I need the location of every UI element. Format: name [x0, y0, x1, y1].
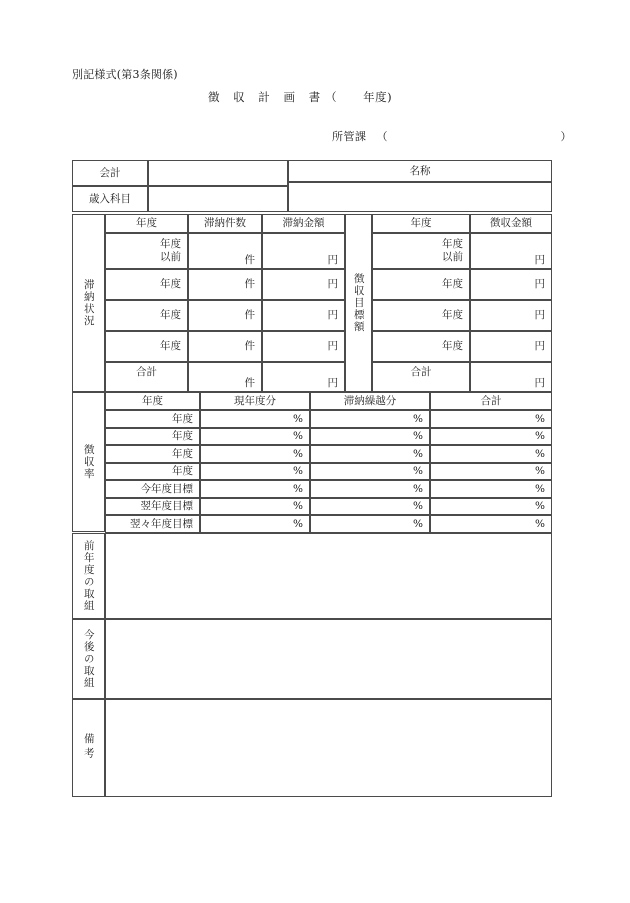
- revenue-item-label: 歳入科目: [89, 192, 131, 205]
- future-efforts-label-cell: [72, 619, 105, 699]
- arrears-header-amount: [262, 214, 345, 233]
- rate-row-total-0[interactable]: [430, 410, 552, 428]
- arrears-row-count-2[interactable]: [188, 300, 262, 331]
- future-efforts-label: 今後の取組: [82, 628, 95, 689]
- rate-row-current-3[interactable]: [200, 463, 310, 481]
- page-title: [208, 89, 392, 105]
- rate-row-current-unit-0: %: [293, 412, 303, 425]
- rate-row-total-unit-6: %: [535, 517, 545, 530]
- rate-row-total-6[interactable]: [430, 515, 552, 533]
- rate-row-total-5[interactable]: [430, 498, 552, 516]
- rate-row-total-unit-0: %: [535, 412, 545, 425]
- rate-row-current-1[interactable]: [200, 428, 310, 446]
- previous-efforts-label: 前年度の取組: [82, 539, 95, 612]
- rate-row-current-2[interactable]: [200, 445, 310, 463]
- revenue-item-label-cell: [72, 186, 148, 212]
- rate-header-year-label: 年度: [142, 394, 163, 407]
- collection-row-amount-3[interactable]: [470, 331, 552, 362]
- rate-row-label-text-2: 年度: [172, 447, 193, 460]
- title-paren-open: （: [325, 90, 338, 104]
- arrears-amount-unit-1: 円: [327, 278, 338, 291]
- arrears-row-year-line2-0: 以前: [160, 251, 181, 263]
- rate-row-current-5[interactable]: [200, 498, 310, 516]
- collection-row-year-line1-0: 年度: [442, 237, 463, 250]
- collection-rate-side-label-cell: [72, 392, 105, 532]
- collection-total-label-cell: [372, 362, 470, 392]
- arrears-count-unit-1: 件: [244, 278, 255, 291]
- rate-row-total-4[interactable]: [430, 480, 552, 498]
- rate-row-total-unit-2: %: [535, 447, 545, 460]
- arrears-header-count: [188, 214, 262, 233]
- rate-row-carryover-6[interactable]: [310, 515, 430, 533]
- collection-row-year-line1-3: 年度: [442, 340, 463, 353]
- collection-header-amount: [470, 214, 552, 233]
- arrears-header-amount-label: 滞納金額: [282, 217, 325, 230]
- rate-row-carryover-unit-5: %: [413, 500, 423, 513]
- collection-row-amount-0[interactable]: [470, 233, 552, 269]
- arrears-header-year: [105, 214, 188, 233]
- collection-total-label: 合計: [410, 366, 432, 378]
- rate-row-label-6[interactable]: [105, 515, 200, 533]
- collection-amount-unit-0: 円: [534, 253, 545, 266]
- collection-header-year: [372, 214, 470, 233]
- collection-total-amount-cell[interactable]: [470, 362, 552, 392]
- rate-row-current-4[interactable]: [200, 480, 310, 498]
- arrears-row-year-3[interactable]: [105, 331, 188, 362]
- rate-row-total-unit-3: %: [535, 465, 545, 478]
- rate-row-current-unit-5: %: [293, 500, 303, 513]
- collection-row-year-2[interactable]: [372, 300, 470, 331]
- name-header-cell: [288, 160, 552, 182]
- rate-row-current-unit-2: %: [293, 447, 303, 460]
- collection-header-amount-label: 徴収金額: [490, 217, 532, 230]
- rate-header-current: [200, 392, 310, 410]
- rate-row-total-unit-1: %: [535, 430, 545, 443]
- department-paren-open: （: [376, 130, 388, 143]
- account-label: 会計: [99, 166, 121, 179]
- arrears-total-label-cell: [105, 362, 188, 392]
- arrears-row-year-1[interactable]: [105, 269, 188, 300]
- arrears-amount-unit-2: 円: [327, 309, 338, 322]
- collection-target-side-label: 徴収目標額: [352, 273, 365, 333]
- rate-header-total-label: 合計: [480, 394, 502, 407]
- collection-rate-side-label: 徴収率: [82, 444, 95, 480]
- arrears-count-unit-3: 件: [244, 340, 255, 353]
- collection-amount-unit-1: 円: [534, 278, 545, 291]
- rate-row-current-unit-1: %: [293, 430, 303, 443]
- rate-row-carryover-unit-2: %: [413, 447, 423, 460]
- collection-row-year-1[interactable]: [372, 269, 470, 300]
- arrears-row-amount-1[interactable]: [262, 269, 345, 300]
- rate-row-carryover-unit-3: %: [413, 465, 423, 478]
- revenue-item-value-cell[interactable]: [148, 186, 288, 212]
- rate-row-label-text-3: 年度: [172, 465, 193, 478]
- rate-row-label-text-4: 今年度目標: [140, 482, 193, 495]
- rate-header-total: [430, 392, 552, 410]
- arrears-amount-unit-3: 円: [327, 340, 338, 353]
- arrears-side-label-cell: [72, 214, 105, 392]
- collection-amount-unit-3: 円: [534, 340, 545, 353]
- collection-amount-unit-2: 円: [534, 309, 545, 322]
- rate-row-current-unit-6: %: [293, 517, 303, 530]
- collection-total-amount-unit: 円: [534, 376, 545, 389]
- rate-row-carryover-2[interactable]: [310, 445, 430, 463]
- arrears-row-count-1[interactable]: [188, 269, 262, 300]
- rate-header-year: [105, 392, 200, 410]
- arrears-header-year-label: 年度: [136, 217, 157, 230]
- rate-row-carryover-unit-1: %: [413, 430, 423, 443]
- arrears-header-count-label: 滞納件数: [204, 217, 246, 230]
- rate-row-carryover-unit-0: %: [413, 412, 423, 425]
- rate-header-carryover: [310, 392, 430, 410]
- rate-row-total-unit-4: %: [535, 482, 545, 495]
- rate-row-total-unit-5: %: [535, 500, 545, 513]
- arrears-row-amount-2[interactable]: [262, 300, 345, 331]
- collection-header-year-label: 年度: [410, 217, 432, 230]
- previous-efforts-label-cell: [72, 533, 105, 619]
- rate-row-label-text-0: 年度: [172, 412, 193, 425]
- arrears-row-count-3[interactable]: [188, 331, 262, 362]
- rate-row-current-unit-4: %: [293, 482, 303, 495]
- collection-row-year-line2-0: 以前: [442, 251, 463, 263]
- arrears-row-year-line1-2: 年度: [160, 309, 181, 322]
- rate-row-label-1[interactable]: [105, 428, 200, 446]
- collection-row-year-3[interactable]: [372, 331, 470, 362]
- arrears-total-label: 合計: [136, 366, 157, 378]
- arrears-row-count-0[interactable]: [188, 233, 262, 269]
- rate-row-label-4[interactable]: [105, 480, 200, 498]
- rate-row-current-0[interactable]: [200, 410, 310, 428]
- arrears-row-amount-0[interactable]: [262, 233, 345, 269]
- remarks-label-cell: [72, 699, 105, 797]
- arrears-total-count-cell[interactable]: [188, 362, 262, 392]
- rate-row-label-text-5: 翌年度目標: [140, 500, 193, 513]
- rate-row-carryover-1[interactable]: [310, 428, 430, 446]
- remarks-label: 備考: [82, 733, 95, 762]
- rate-row-carryover-4[interactable]: [310, 480, 430, 498]
- arrears-row-amount-3[interactable]: [262, 331, 345, 362]
- arrears-row-year-line1-3: 年度: [160, 340, 181, 353]
- rate-header-current-label: 現年度分: [234, 394, 276, 407]
- rate-row-current-unit-3: %: [293, 465, 303, 478]
- rate-row-label-text-6: 翌々年度目標: [130, 517, 193, 530]
- department-label: 所管課: [332, 130, 367, 143]
- rate-row-current-6[interactable]: [200, 515, 310, 533]
- collection-row-year-line1-2: 年度: [442, 309, 463, 322]
- future-efforts-value-cell[interactable]: [105, 619, 552, 699]
- remarks-value-cell[interactable]: [105, 699, 552, 797]
- previous-efforts-value-cell[interactable]: [105, 533, 552, 619]
- collection-target-side-label-cell: [345, 214, 372, 392]
- rate-row-total-2[interactable]: [430, 445, 552, 463]
- rate-row-total-1[interactable]: [430, 428, 552, 446]
- collection-row-year-0[interactable]: [372, 233, 470, 269]
- form-id-label: 別記様式(第3条関係): [72, 68, 178, 81]
- arrears-row-year-0[interactable]: [105, 233, 188, 269]
- collection-row-amount-2[interactable]: [470, 300, 552, 331]
- arrears-total-count-unit: 件: [244, 376, 255, 389]
- name-value-cell[interactable]: [288, 182, 552, 212]
- rate-row-label-2[interactable]: [105, 445, 200, 463]
- rate-row-total-3[interactable]: [430, 463, 552, 481]
- collection-row-year-line1-1: 年度: [442, 278, 463, 291]
- arrears-count-unit-0: 件: [244, 253, 255, 266]
- rate-row-carryover-5[interactable]: [310, 498, 430, 516]
- arrears-count-unit-2: 件: [244, 309, 255, 322]
- arrears-total-amount-unit: 円: [327, 376, 338, 389]
- department-paren-close: ）: [560, 130, 572, 143]
- collection-row-amount-1[interactable]: [470, 269, 552, 300]
- account-value-cell[interactable]: [148, 160, 288, 186]
- rate-row-carryover-0[interactable]: [310, 410, 430, 428]
- department-line: [332, 128, 572, 144]
- document-title-text: 徴 収 計 画 書: [208, 90, 326, 104]
- arrears-side-label: 滞納状況: [82, 279, 95, 327]
- arrears-row-year-2[interactable]: [105, 300, 188, 331]
- rate-row-carryover-unit-6: %: [413, 517, 423, 530]
- name-header-label: 名称: [409, 164, 431, 177]
- rate-header-carryover-label: 滞納繰越分: [343, 394, 397, 407]
- rate-row-label-3[interactable]: [105, 463, 200, 481]
- arrears-total-amount-cell[interactable]: [262, 362, 345, 392]
- title-year-text: 年度): [363, 90, 393, 104]
- rate-row-label-0[interactable]: [105, 410, 200, 428]
- arrears-row-year-line1-0: 年度: [160, 237, 181, 250]
- rate-row-carryover-unit-4: %: [413, 482, 423, 495]
- account-label-cell: [72, 160, 148, 186]
- arrears-amount-unit-0: 円: [327, 253, 338, 266]
- rate-row-carryover-3[interactable]: [310, 463, 430, 481]
- rate-row-label-text-1: 年度: [172, 430, 193, 443]
- arrears-row-year-line1-1: 年度: [160, 278, 181, 291]
- rate-row-label-5[interactable]: [105, 498, 200, 516]
